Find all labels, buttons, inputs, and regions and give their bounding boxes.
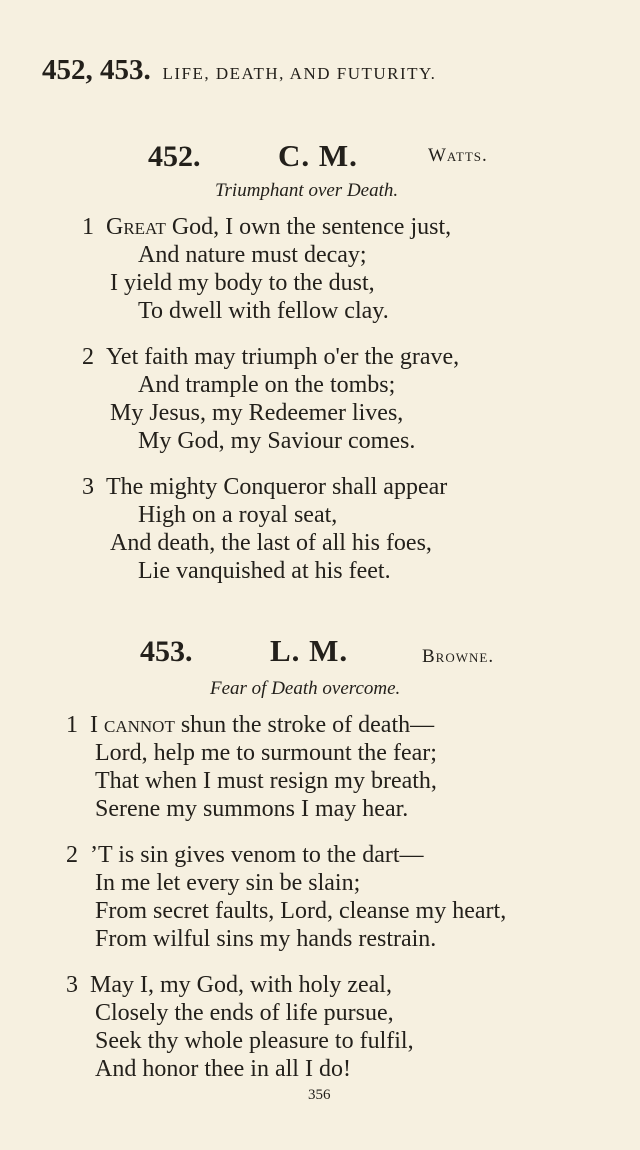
- verse-line: Seek thy whole pleasure to fulfil,: [95, 1028, 414, 1054]
- verse-number: 1: [82, 214, 94, 240]
- verse-line: I yield my body to the dust,: [110, 270, 375, 296]
- verse-number: 2: [82, 344, 94, 370]
- verse-line: To dwell with fellow clay.: [138, 298, 389, 324]
- verse-line: Lie vanquished at his feet.: [138, 558, 391, 584]
- verse-line: And nature must decay;: [138, 242, 367, 268]
- running-head: [42, 54, 436, 87]
- verse-line: 2 Yet faith may triumph o'er the grave,: [82, 344, 460, 370]
- verse-line: 3 The mighty Conqueror shall appear: [82, 474, 448, 500]
- verse-line: 1 I cannot shun the stroke of death—: [66, 712, 435, 738]
- hymn-number: 452.: [148, 140, 201, 173]
- verse-line: Lord, help me to surmount the fear;: [95, 740, 437, 766]
- verse-line: My Jesus, my Redeemer lives,: [110, 400, 404, 426]
- verse-line: And honor thee in all I do!: [95, 1056, 351, 1082]
- verse-line: And death, the last of all his foes,: [110, 530, 432, 556]
- verse-line: 1 Great God, I own the sentence just,: [82, 214, 452, 240]
- page-number: 356: [308, 1087, 331, 1103]
- verse-line: In me let every sin be slain;: [95, 870, 361, 896]
- hymn-meter: C. M.: [278, 138, 358, 173]
- verse-line: That when I must resign my breath,: [95, 768, 437, 794]
- verse-line: High on a royal seat,: [138, 502, 338, 528]
- verse-line: From wilful sins my hands restrain.: [95, 926, 437, 952]
- verse-number: 3: [82, 474, 94, 500]
- hymn-subtitle: Triumphant over Death.: [215, 180, 399, 201]
- hymn-number: 453.: [140, 635, 193, 668]
- verse-line: Closely the ends of life pursue,: [95, 1000, 394, 1026]
- hymn-meter: L. M.: [270, 633, 349, 668]
- verse-line: Serene my summons I may hear.: [95, 796, 409, 822]
- verse-number: 3: [66, 972, 78, 998]
- verse-line: And trample on the tombs;: [138, 372, 396, 398]
- hymn-author: Watts.: [428, 145, 488, 166]
- verse-line: From secret faults, Lord, cleanse my heart,: [95, 898, 507, 924]
- verse-line: 2 ’T is sin gives venom to the dart—: [66, 842, 424, 868]
- running-head-numbers: 452, 453.: [42, 54, 151, 86]
- verse-lead-word: Great: [106, 214, 166, 240]
- hymn-author: Browne.: [422, 646, 495, 667]
- verse-lead-word: I cannot: [90, 712, 175, 738]
- hymn-subtitle: Fear of Death overcome.: [210, 678, 401, 699]
- verse-line: 3 May I, my God, with holy zeal,: [66, 972, 392, 998]
- verse-line: My God, my Saviour comes.: [138, 428, 416, 454]
- verse-number: 2: [66, 842, 78, 868]
- running-head-title: LIFE, DEATH, AND FUTURITY.: [162, 64, 437, 83]
- verse-number: 1: [66, 712, 78, 738]
